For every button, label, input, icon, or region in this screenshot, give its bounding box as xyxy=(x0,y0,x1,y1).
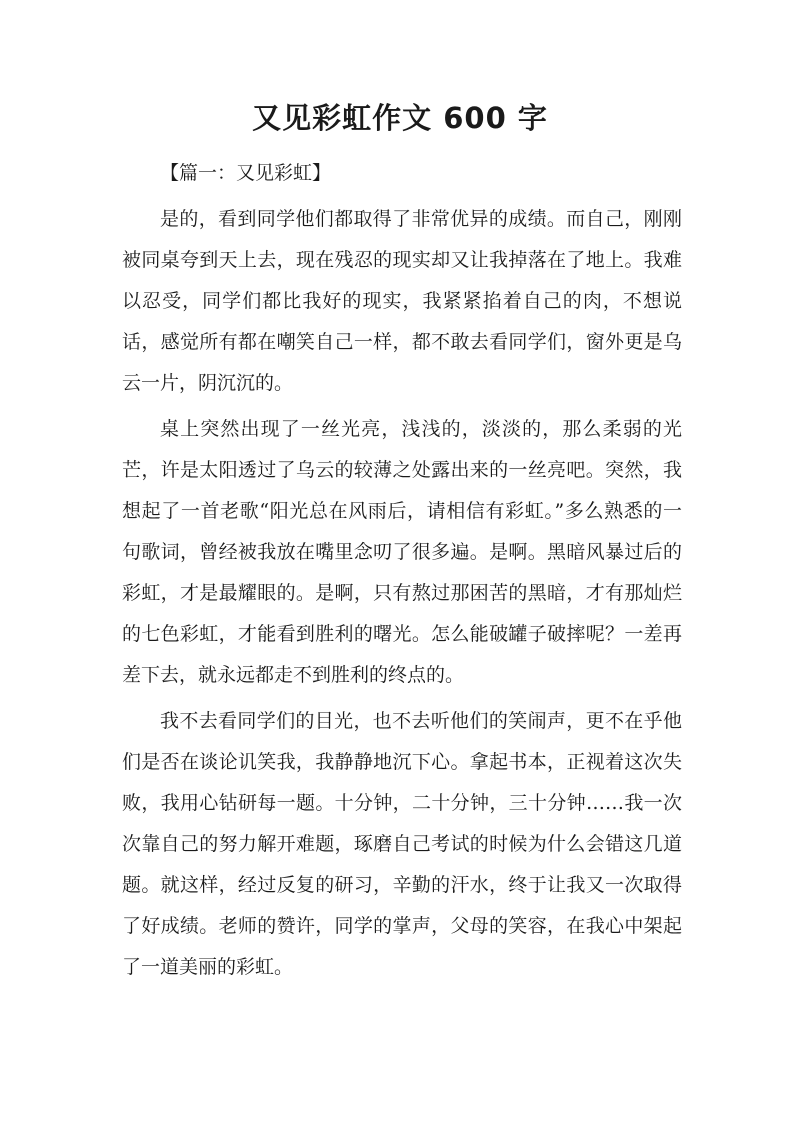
section-header: 【篇一：又见彩虹】 xyxy=(160,162,332,184)
paragraph-1: 是的，看到同学他们都取得了非常优异的成绩。而自己，刚刚被同桌夸到天上去，现在残忍的现实却又让我掉落在了地上。我难以忍受，同学们都比我好的现实，我紧紧掐着自己的肉，不想说话，感觉所有都在嘲笑自己一样，都不敢去看同学们，窗外更是乌云一片，阴沉沉的。 xyxy=(122,208,682,394)
document-title: 又见彩虹作文 600 字 xyxy=(252,101,548,135)
paragraph-2: 桌上突然出现了一丝光亮，浅浅的，淡淡的，那么柔弱的光芒，许是太阳透过了乌云的较薄之处露出来的一丝亮吧。突然，我想起了一首老歌“阳光总在风雨后，请相信有彩虹。”多么熟悉的一句歌词，曾经被我放在嘴里念叨了很多遍。是啊。黑暗风暴过后的彩虹，才是最耀眼的。是啊，只有熬过那困苦的黑暗，才有那灿烂的七色彩虹，才能看到胜利的曙光。怎么能破罐子破摔呢？一差再差下去，就永远都走不到胜利的终点的。 xyxy=(122,418,682,686)
paragraph-3: 我不去看同学们的目光，也不去听他们的笑闹声，更不在乎他们是否在谈论讥笑我，我静静地沉下心。拿起书本，正视着这次失败，我用心钻研每一题。十分钟，二十分钟，三十分钟……我一次次靠自己的努力解开难题，琢磨自己考试的时候为什么会错这几道题。就这样，经过反复的研习，辛勤的汗水，终于让我又一次取得了好成绩。老师的赞许，同学的掌声，父母的笑容，在我心中架起了一道美丽的彩虹。 xyxy=(122,710,682,978)
document-body xyxy=(122,153,682,993)
